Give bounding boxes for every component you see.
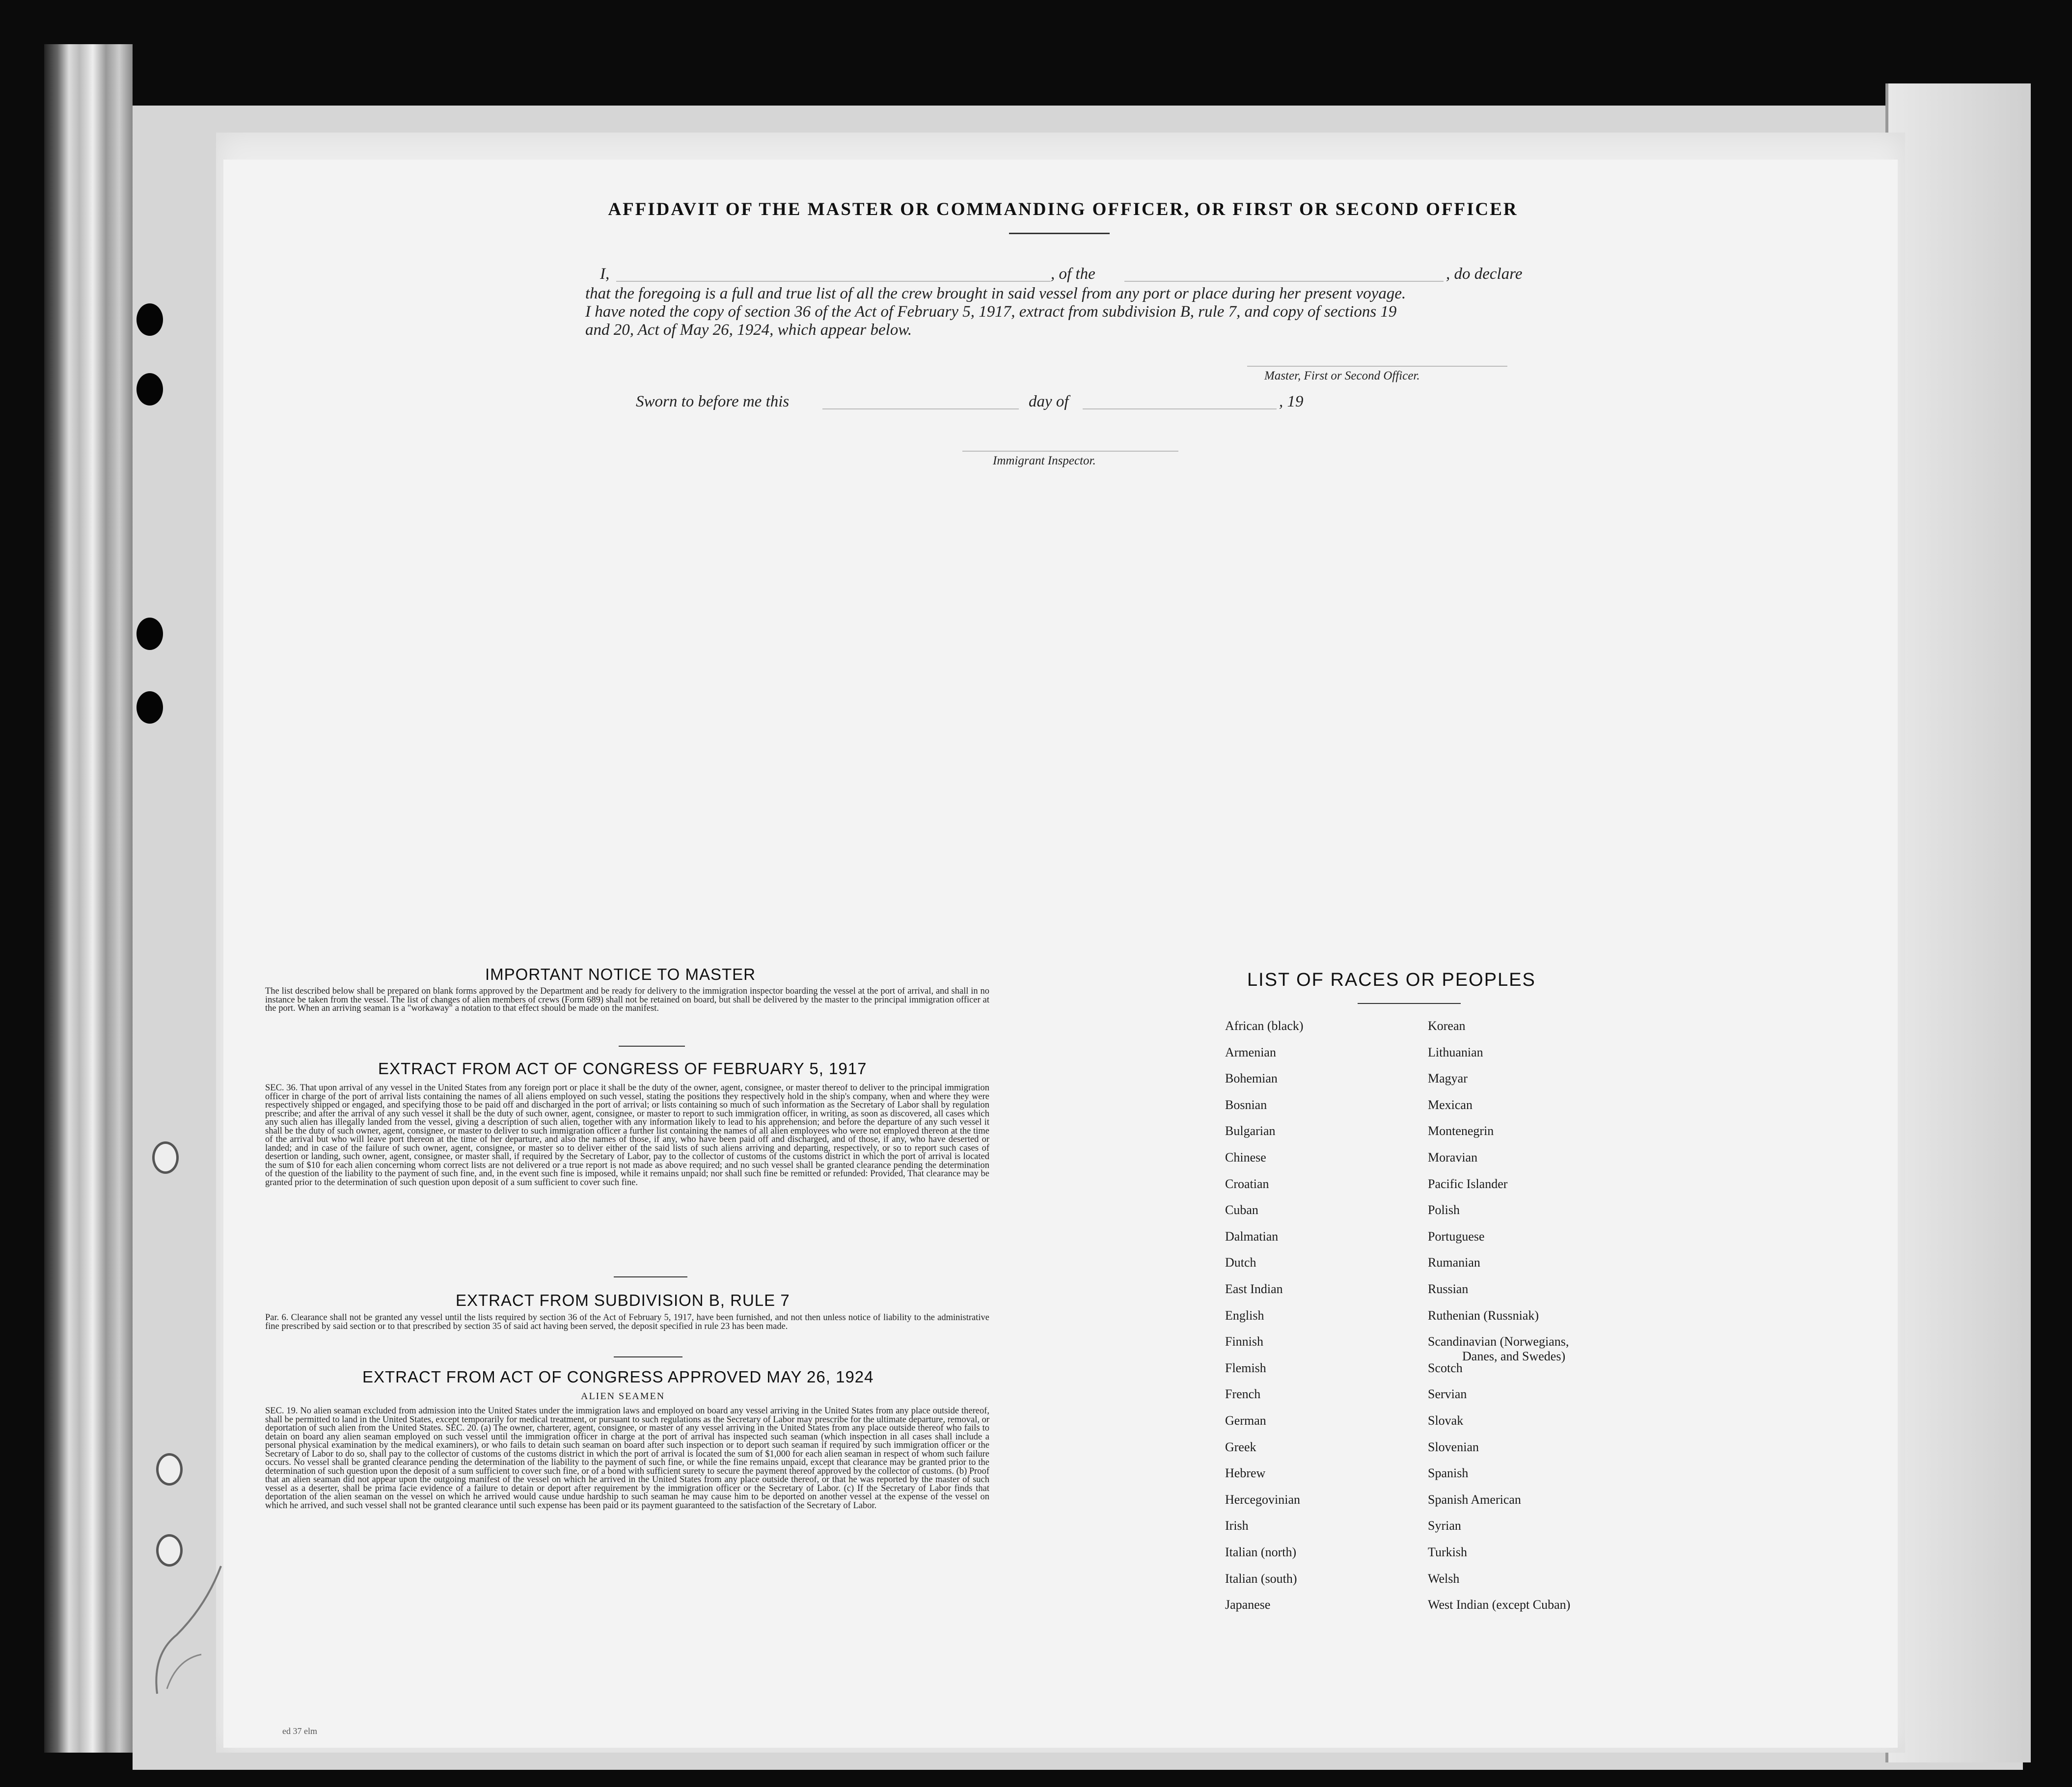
punch-hole [136, 373, 163, 406]
race-item: Welsh [1428, 1571, 1460, 1586]
race-item: Servian [1428, 1387, 1467, 1402]
extract-1917-rule [614, 1276, 687, 1277]
master-caption: Master, First or Second Officer. [1264, 369, 1420, 382]
extract-1924-body: SEC. 19. No alien seaman excluded from admission into the United States under the immigration laws and employed on board any vessel arriving in the United States from any place outside thereof, shall be permitted to land in the United States, except temporarily for medical treatment, or pursuant to such regulations as the Secretary of Labor may prescribe for the ultimate departure, removal, or deportation of such alien from the United States. SEC. 20. (a) The owner, charterer, agent, consignee, or master of any vessel arriving in the United States from any place outside thereof who fails to detain on board any alien seaman employed on such vessel until the immigration officer in charge at the port of arrival has inspected such seaman (which inspection in all cases shall include a personal physical examination by the medical examiners), or who fails to detain such seaman on board after such inspection or to deport such seaman if required by such immigration officer or the Secretary of Labor to do so, shall pay to the collector of customs of the customs district in which the port of arrival is located the sum of $1,000 for each alien seaman in respect of whom such failure occurs. No vessel shall be granted clearance pending the determination of the liability to the payment of such fine, or while the fine remains unpaid, except that clearance may be granted prior to the determination of such question upon the deposit of a sum sufficient to cover such fine, or of a bond with sufficient surety to secure the payment thereof approved by the collector of customs. (b) Proof that an alien seaman did not appear upon the outgoing manifest of the vessel on which he arrived in the United States from any place outside thereof, or that he was reported by the master of such vessel as a deserter, shall be prima facie evidence of a failure to detain or deport after requirement by the immigration officer or the Secretary of Labor. (c) If the Secretary of Labor finds that deportation of the alien seaman on the vessel on which he arrived would cause undue hardship to such seaman he may cause him to be deported on another vessel at the expense of the vessel on which he arrived, and such vessel shall not be granted clearance until such expense has been paid or its payment guaranteed to the satisfaction of the Secretary of Labor. [265, 1407, 989, 1511]
race-item: Syrian [1428, 1518, 1461, 1533]
affidavit-of-the: , of the [1051, 265, 1095, 283]
notice-title: IMPORTANT NOTICE TO MASTER [485, 965, 756, 983]
race-item: Lithuanian [1428, 1045, 1483, 1059]
race-item: African (black) [1225, 1019, 1304, 1033]
race-item: Chinese [1225, 1150, 1266, 1164]
race-item: English [1225, 1308, 1264, 1323]
race-item: Dutch [1225, 1255, 1256, 1270]
race-item: Bohemian [1225, 1071, 1278, 1086]
extract-rule7-title: EXTRACT FROM SUBDIVISION B, RULE 7 [456, 1291, 790, 1309]
extract-rule7-body: Par. 6. Clearance shall not be granted any vessel until the lists required by section 36 of the Act of February 5, 1917, have been furnished, and not then unless notice of liability to the administrative fine prescribed by said section or to that prescribed by section 35 of said act having been served, the deposit specified in rule 23 has been made. [265, 1314, 989, 1331]
race-item: Cuban [1225, 1203, 1258, 1218]
footer-mark: ed 37 elm [282, 1726, 317, 1736]
race-item: Spanish American [1428, 1492, 1521, 1507]
race-item: Bulgarian [1225, 1124, 1276, 1138]
race-item: Magyar [1428, 1071, 1468, 1086]
race-item: Danes, and Swedes) [1462, 1349, 1566, 1363]
race-item: Slovenian [1428, 1439, 1479, 1454]
notice-body: The list described below shall be prepared on blank forms approved by the Department and be ready for delivery to the immigration inspector boarding the vessel at the port of arrival, and shall in no instance be taken from the vessel. The list of changes of alien members of crews (Form 689) shall not be retained on board, but shall be delivered by the master to the principal immigration officer at the port. When an arriving seaman is a "workaway" a notation to that effect should be made on the manifest. [265, 987, 989, 1013]
race-item: German [1225, 1413, 1266, 1428]
race-item: Moravian [1428, 1150, 1478, 1164]
month-blank [1083, 408, 1277, 409]
race-item: East Indian [1225, 1282, 1283, 1296]
pencil-scribble [147, 1556, 236, 1699]
race-item: Italian (south) [1225, 1571, 1297, 1586]
race-item: Hercegovinian [1225, 1492, 1301, 1507]
race-item: Finnish [1225, 1334, 1264, 1349]
race-item: Slovak [1428, 1413, 1464, 1428]
back-page-right-edge [1885, 83, 2031, 1762]
race-item: Portuguese [1428, 1229, 1485, 1244]
race-item: Greek [1225, 1439, 1256, 1454]
punch-hole [136, 618, 163, 650]
race-item: Mexican [1428, 1097, 1472, 1112]
day-of-text: day of [1029, 393, 1069, 410]
binder-edge [44, 44, 133, 1753]
affidavit-line-2: that the foregoing is a full and true list of all the crew brought in said vessel from any port or place during her present voyage. [585, 285, 1406, 302]
race-item: Dalmatian [1225, 1229, 1279, 1244]
signature-blank [1247, 366, 1507, 367]
race-item: Ruthenian (Russniak) [1428, 1308, 1539, 1323]
extract-1924-subtitle: ALIEN SEAMEN [581, 1391, 665, 1402]
race-item: Flemish [1225, 1360, 1266, 1375]
race-item: Montenegrin [1428, 1124, 1494, 1138]
extract-1917-title: EXTRACT FROM ACT OF CONGRESS OF FEBRUARY 5, 1917 [378, 1059, 867, 1078]
race-item: Spanish [1428, 1466, 1469, 1481]
race-item: Croatian [1225, 1176, 1269, 1191]
race-item: Bosnian [1225, 1097, 1267, 1112]
extract-1924-title: EXTRACT FROM ACT OF CONGRESS APPROVED MAY 26, 1924 [362, 1368, 874, 1386]
sworn-text: Sworn to before me this [636, 393, 790, 410]
affidavit-line-3: I have noted the copy of section 36 of the Act of February 5, 1917, extract from subdivision B, rule 7, and copy of sections 19 [585, 303, 1397, 321]
race-item: Russian [1428, 1282, 1469, 1296]
day-blank [822, 408, 1019, 409]
extract-rule7-rule [614, 1356, 682, 1357]
race-item: Polish [1428, 1203, 1460, 1218]
race-item: Irish [1225, 1518, 1249, 1533]
punch-hole [152, 1141, 179, 1174]
races-title: LIST OF RACES OR PEOPLES [1247, 970, 1536, 990]
inspector-blank [962, 451, 1178, 452]
race-item: West Indian (except Cuban) [1428, 1597, 1571, 1612]
races-rule [1358, 1003, 1461, 1004]
inspector-caption: Immigrant Inspector. [993, 454, 1096, 467]
race-item: Rumanian [1428, 1255, 1480, 1270]
punch-hole [136, 303, 163, 336]
race-item: Japanese [1225, 1597, 1271, 1612]
race-item: French [1225, 1387, 1261, 1402]
affidavit-do-declare: , do declare [1446, 265, 1523, 283]
extract-1917-body: SEC. 36. That upon arrival of any vessel in the United States from any foreign port or place it shall be the duty of the owner, agent, consignee, or master thereof to deliver to the principal immigration officer in charge of the port of arrival lists containing the names of all aliens employed on such vessel, stating the positions they respectively hold in the ship's company, when and where they were respectively shipped or engaged, and specifying those to be paid off and discharged in the port of arrival; or lists containing so much of such information as the Secretary of Labor shall by regulation prescribe; and after the arrival of any such vessel it shall be the duty of such owner, agent, consignee, or master to report to such immigration officer, in writing, as soon as discovered, all cases which any such alien has illegally landed from the vessel, giving a description of such alien, together with any information likely to lead to his apprehension; and before the departure of any such vessel it shall be the duty of such owner, agent, consignee, or master to deliver to such immigration officer a further list containing the names of all alien employees who were not employed thereon at the time of the arrival but who will leave port thereon at the time of her departure, and also the names of those, if any, who have been paid off and discharged, and of those, if any, who have deserted or landed; and in case of the failure of such owner, agent, consignee, or master so to deliver either of the said lists of such aliens arriving and departing, respectively, or so to report such cases of desertion or landing, such owner, agent, consignee, or master shall, if required by the Secretary of Labor, pay to the collector of customs of the customs district in which the port of arrival is located the sum of $10 for each alien concerning whom correct lists are not delivered or a true report is not made as above required; and no such vessel shall be granted clearance pending the determination of the question of the liability to the payment of such fine, and, in the event such fine is imposed, while it remains unpaid; nor shall such fine be remitted or refunded: Provided, That clearance may be granted prior to the determination of such question upon deposit of a sum sufficient to cover such fine. [265, 1084, 989, 1188]
race-item: Scotch [1428, 1360, 1463, 1375]
race-item: Hebrew [1225, 1466, 1266, 1481]
punch-hole [136, 691, 163, 724]
punch-hole [156, 1453, 183, 1486]
race-item: Italian (north) [1225, 1545, 1297, 1559]
race-item: Korean [1428, 1019, 1466, 1033]
name-blank [616, 281, 1051, 282]
race-item: Turkish [1428, 1545, 1467, 1559]
race-item: Armenian [1225, 1045, 1276, 1059]
race-item: Scandinavian (Norwegians, [1428, 1334, 1569, 1349]
affidavit-i: I, [600, 265, 610, 283]
affidavit-title: AFFIDAVIT OF THE MASTER OR COMMANDING OFFICER, OR FIRST OR SECOND OFFICER [608, 199, 1518, 219]
notice-rule [619, 1046, 685, 1047]
race-item: Pacific Islander [1428, 1176, 1508, 1191]
vessel-blank [1124, 281, 1444, 282]
year-text: , 19 [1279, 393, 1304, 410]
affidavit-line-4: and 20, Act of May 26, 1924, which appear below. [585, 321, 912, 339]
title-rule [1009, 233, 1110, 234]
